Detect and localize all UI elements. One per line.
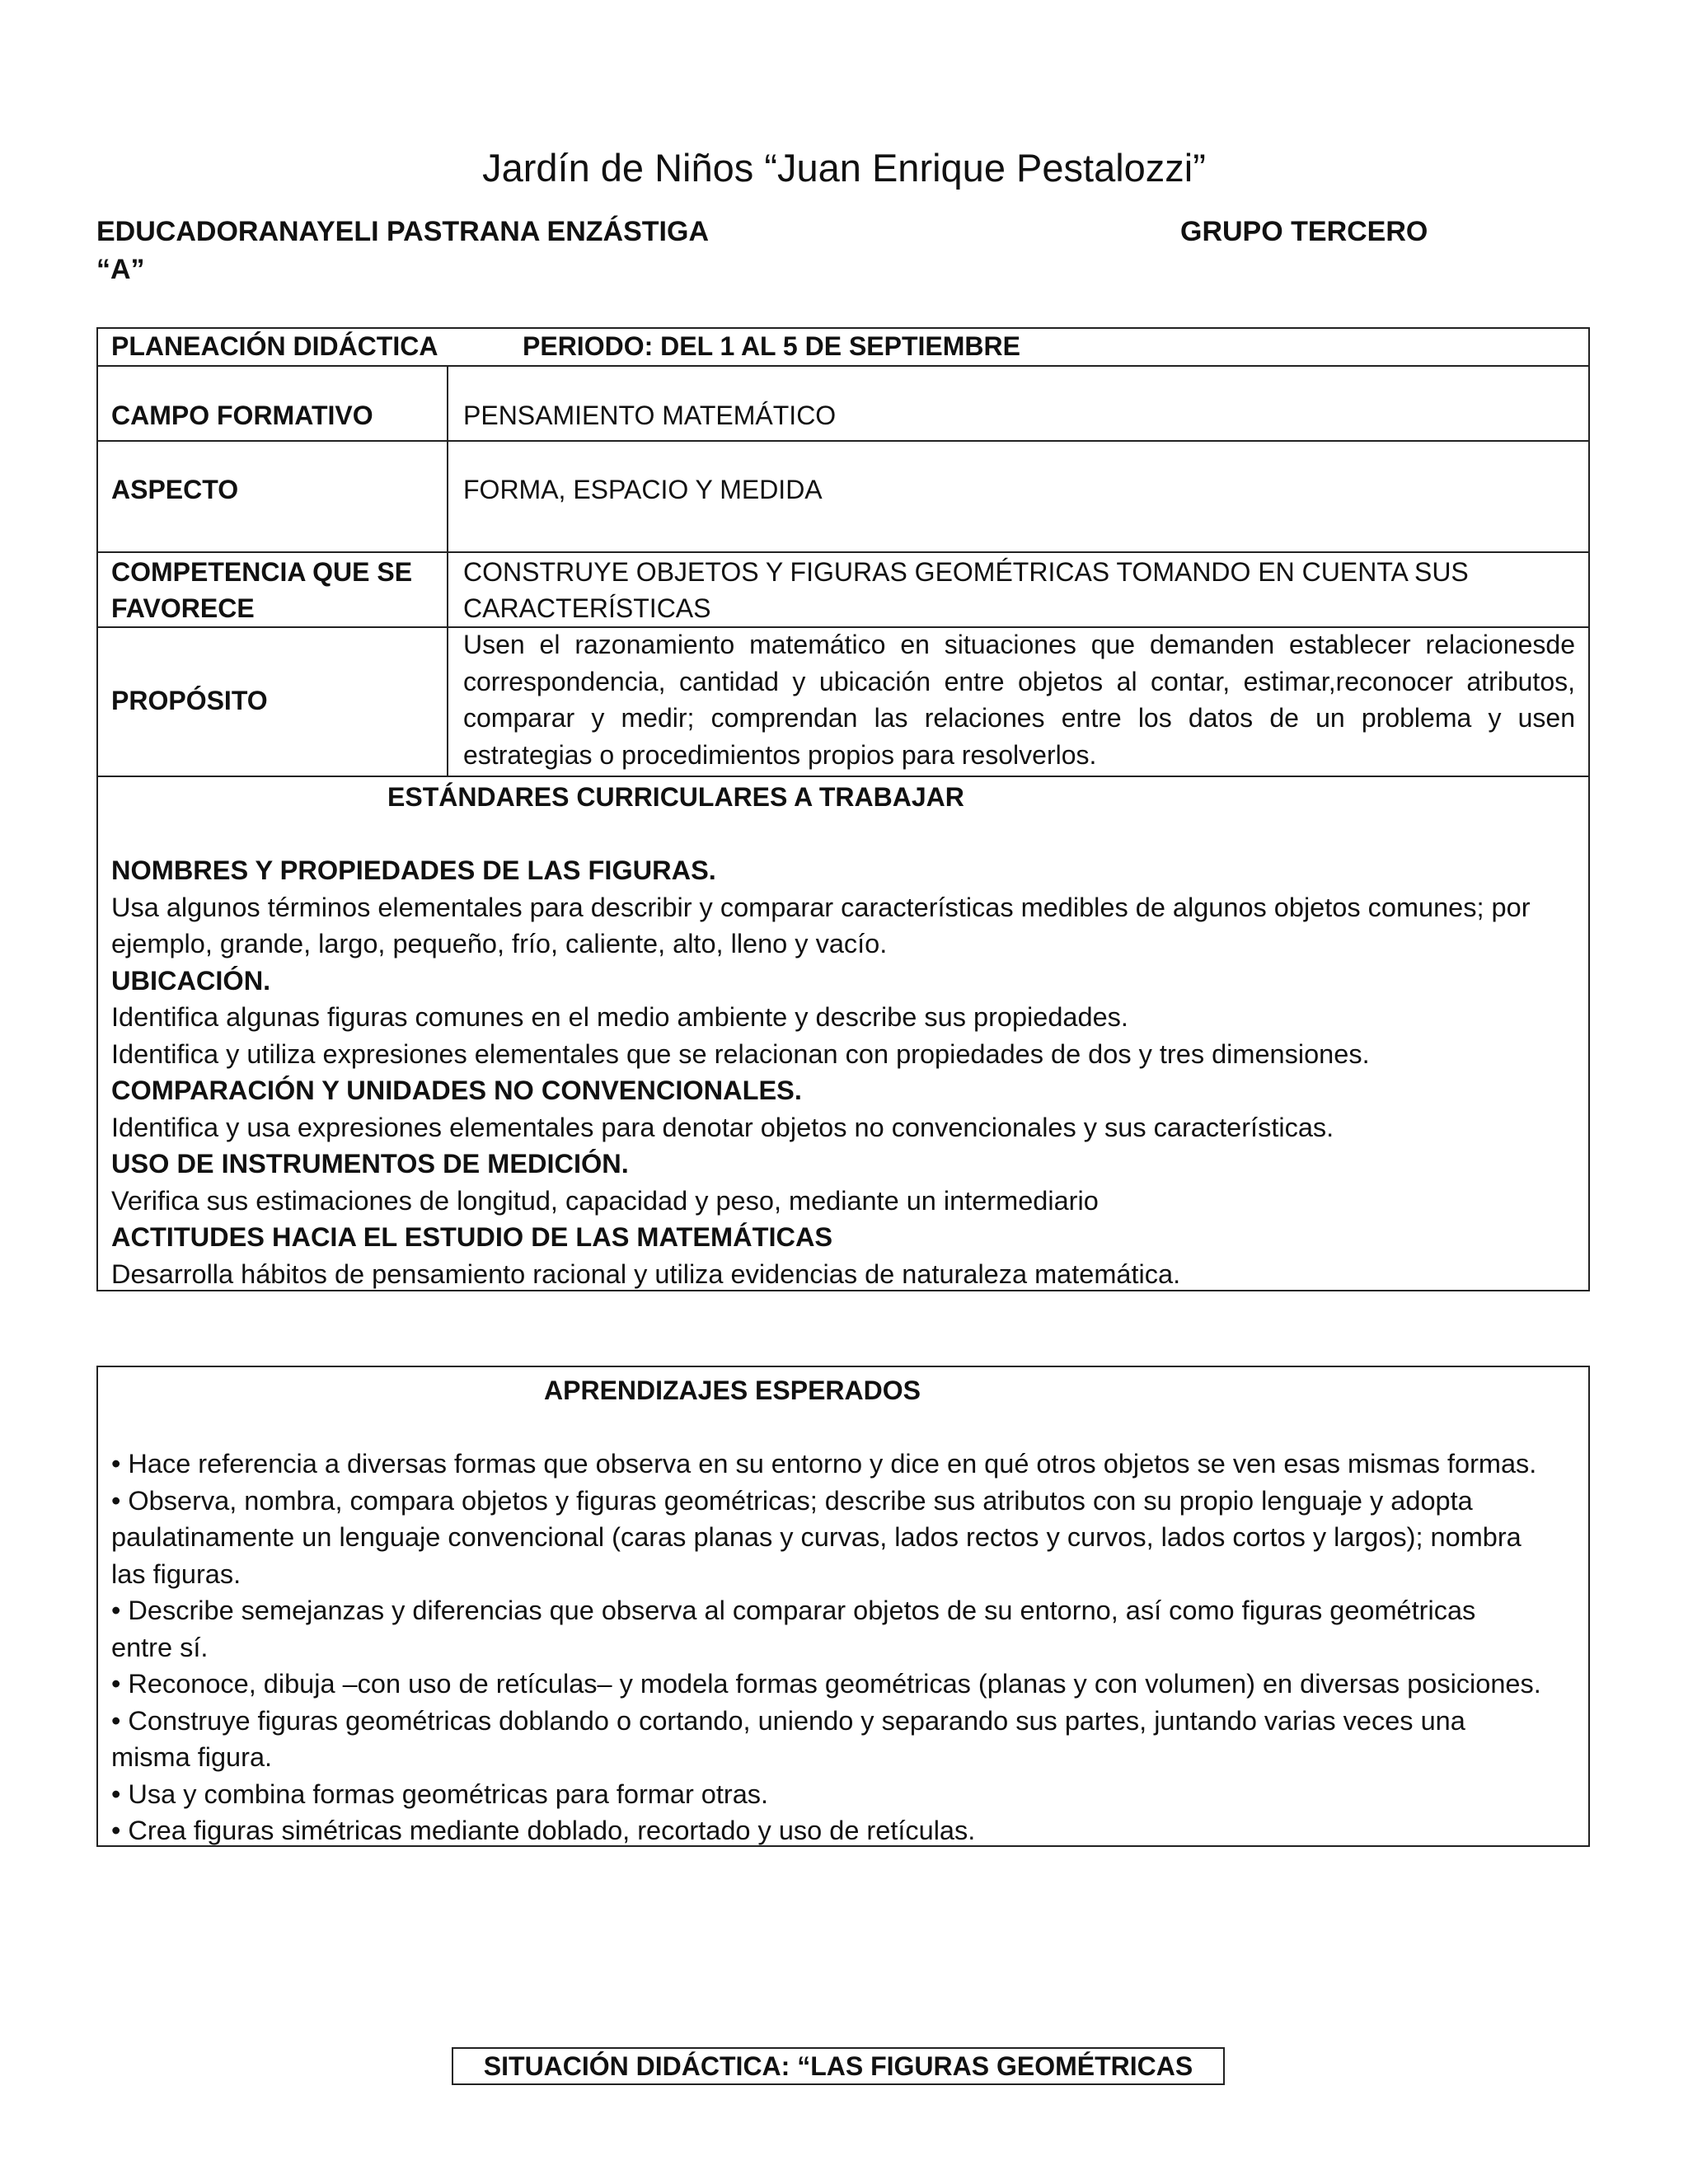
school-title: Jardín de Niños “Juan Enrique Pestalozzi”: [482, 146, 1206, 190]
planning-title: PLANEACIÓN DIDÁCTICA: [111, 331, 438, 361]
standards-title: ESTÁNDARES CURRICULARES A TRABAJAR: [387, 782, 964, 812]
expected-learning-title: APRENDIZAJES ESPERADOS: [544, 1376, 921, 1405]
row-label-line: COMPETENCIA QUE SE: [111, 557, 413, 587]
list-item: • Crea figuras simétricas mediante doblado, recortado y uso de retículas.: [111, 1816, 976, 1845]
standards-heading: UBICACIÓN.: [111, 965, 271, 996]
list-item: • Hace referencia a diversas formas que observa en su entorno y dice en qué otros objetos se ven esas mismas formas.: [111, 1449, 1537, 1479]
row-value: PENSAMIENTO MATEMÁTICO: [463, 401, 837, 430]
list-item: misma figura.: [111, 1742, 273, 1772]
standards-heading: NOMBRES Y PROPIEDADES DE LAS FIGURAS.: [111, 855, 716, 885]
row-label: ASPECTO: [111, 475, 239, 504]
standards-heading: USO DE INSTRUMENTOS DE MEDICIÓN.: [111, 1149, 629, 1179]
table-row: [98, 553, 1588, 628]
standards-line: Identifica algunas figuras comunes en el medio ambiente y describe sus propiedades.: [111, 1002, 1128, 1032]
educator-name: EDUCADORANAYELI PASTRANA ENZÁSTIGA: [96, 216, 710, 247]
table-row: [98, 367, 1588, 442]
row-value: FORMA, ESPACIO Y MEDIDA: [463, 475, 823, 504]
list-item: • Construye figuras geométricas doblando o cortando, uniendo y separando sus partes, juntando varias veces una: [111, 1705, 1465, 1736]
row-label-line: FAVORECE: [111, 593, 255, 623]
standards-line: Desarrolla hábitos de pensamiento racional y utiliza evidencias de naturaleza matemática.: [111, 1258, 1181, 1289]
list-item: las figuras.: [111, 1558, 241, 1589]
list-item: • Observa, nombra, compara objetos y figuras geométricas; describe sus atributos con su propio lenguaje y adopta: [111, 1485, 1473, 1516]
standards-section: [111, 779, 1575, 1292]
table-row: [98, 628, 1588, 777]
list-item: entre sí.: [111, 1632, 209, 1662]
list-item: • Reconoce, dibuja –con uso de retículas– y modela formas geométricas (planas y con volumen) en diversas posiciones.: [111, 1669, 1541, 1699]
situation-title: SITUACIÓN DIDÁCTICA: “LAS FIGURAS GEOMÉTRICAS: [452, 2047, 1225, 2085]
row-label: CAMPO FORMATIVO: [111, 401, 373, 430]
row-value: Usen el razonamiento matemático en situaciones que demanden establecer relacionesde correspondencia, cantidad y ubicación entre objetos al contar, estimar,reconocer atributos, comparar y medir; comprendan las relaciones entre los datos de un problema y usen estrategias o procedimientos propios para resolverlos.: [463, 630, 1575, 770]
expected-learning-box: [96, 1366, 1590, 1847]
list-item: paulatinamente un lenguaje convencional (caras planas y curvas, lados rectos y curvos, lados cortos y largos); nombra: [111, 1522, 1522, 1552]
row-value-line: CARACTERÍSTICAS: [463, 593, 711, 623]
row-value-line: CONSTRUYE OBJETOS Y FIGURAS GEOMÉTRICAS TOMANDO EN CUENTA SUS: [463, 557, 1469, 587]
standards-line: Identifica y usa expresiones elementales para denotar objetos no convencionales y sus características.: [111, 1112, 1334, 1142]
planning-table: [96, 327, 1590, 1291]
row-label: PROPÓSITO: [111, 686, 268, 715]
standards-heading: COMPARACIÓN Y UNIDADES NO CONVENCIONALES.: [111, 1076, 802, 1105]
period-label: PERIODO: DEL 1 AL 5 DE SEPTIEMBRE: [523, 331, 1020, 361]
table-header-row: [98, 329, 1588, 367]
expected-learning-list: [111, 1372, 1575, 1849]
group-letter: “A”: [96, 254, 145, 285]
standards-line: Verifica sus estimaciones de longitud, capacidad y peso, mediante un intermediario: [111, 1185, 1099, 1216]
list-item: • Usa y combina formas geométricas para formar otras.: [111, 1779, 769, 1809]
list-item: • Describe semejanzas y diferencias que observa al comparar objetos de su entorno, así como figuras geométricas: [111, 1596, 1476, 1625]
table-row: [98, 442, 1588, 553]
standards-line: Usa algunos términos elementales para describir y comparar características medibles de algunos objetos comunes; por: [111, 892, 1531, 922]
standards-line: Identifica y utiliza expresiones elementales que se relacionan con propiedades de dos y tres dimensiones.: [111, 1038, 1370, 1069]
group-label: GRUPO TERCERO: [1180, 216, 1428, 247]
standards-heading: ACTITUDES HACIA EL ESTUDIO DE LAS MATEMÁTICAS: [111, 1222, 833, 1252]
standards-line: ejemplo, grande, largo, pequeño, frío, caliente, alto, lleno y vacío.: [111, 929, 888, 958]
